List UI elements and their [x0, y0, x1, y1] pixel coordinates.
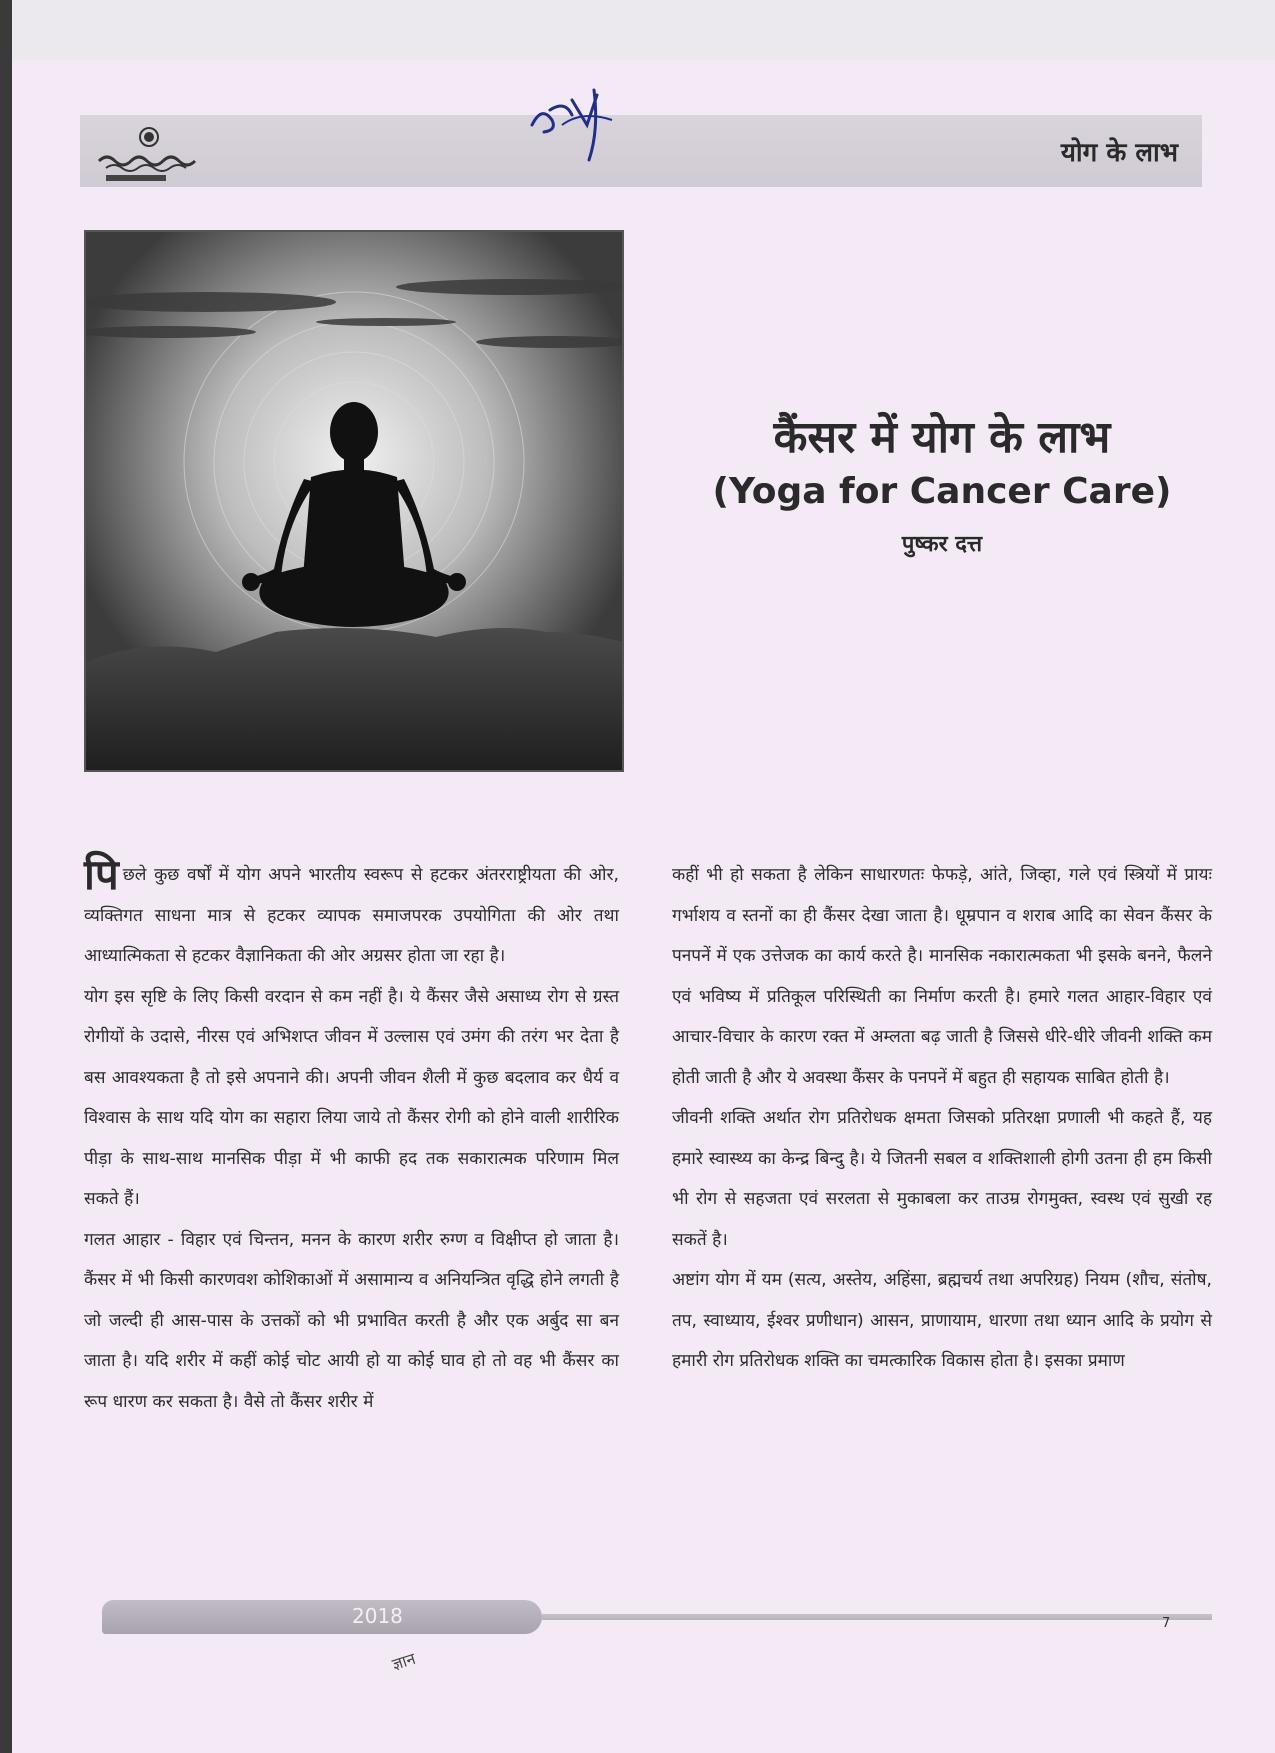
- magazine-page: [12, 60, 1275, 1753]
- previous-page-edge: [12, 0, 1275, 61]
- footer-band: [102, 1600, 1212, 1636]
- handwritten-signature-icon: [522, 80, 632, 170]
- article-title-english: (Yoga for Cancer Care): [712, 471, 1172, 512]
- paragraph: पिछले कुछ वर्षों में योग अपने भारतीय स्वरूप से हटकर अंतरराष्ट्रीयता की ओर, व्यक्तिगत साधना मात्र से हटकर व्यापक समाजपरक उपयोगिता की ओर तथा आध्यात्मिकता से हटकर वैज्ञानिकता की ओर अग्रसर होता जा रहा है।: [84, 850, 619, 966]
- page-number: 7: [1162, 1616, 1171, 1631]
- paragraph: गलत आहार - विहार एवं चिन्तन, मनन के कारण शरीर रुग्ण व विक्षीप्त हो जाता है। कैंसर में भी किसी कारणवश कोशिकाओं में असामान्य व अनियन्त्रित वृद्धि होने लगती है जो जल्दी ही आस-पास के उत्तकों को भी प्रभावित करती है और एक अर्बुद सा बन जाता है। यदि शरीर में कहीं कोई चोट आयी हो या कोई घाव हो तो वह भी कैंसर का रूप धारण कर सकता है। वैसे तो कैंसर शरीर में: [84, 1229, 619, 1412]
- paragraph: अष्टांग योग में यम (सत्य, अस्तेय, अहिंसा, ब्रह्मचर्य तथा अपरिग्रह) नियम (शौच, संतोष, तप, स्वाध्याय, ईश्वर प्रणीधान) आसन, प्राणायाम, धारणा तथा ध्यान आदि के प्रयोग से हमारी रोग प्रतिरोधक शक्ति का चमत्कारिक विकास होता है। इसका प्रमाण: [672, 1270, 1212, 1371]
- right-text-column: [672, 855, 1212, 1382]
- drop-cap: पि: [84, 850, 119, 899]
- ink-stamp: ज्ञान: [389, 1648, 418, 1675]
- footer-year: 2018: [352, 1604, 403, 1628]
- article-title-block: [662, 405, 1222, 558]
- sun-waves-logo-icon: [94, 123, 204, 183]
- section-title: योग के लाभ: [1060, 138, 1178, 168]
- section-header-band: [80, 115, 1202, 187]
- footer-rule: [542, 1614, 1212, 1620]
- article-author: पुष्कर दत्त: [901, 532, 983, 557]
- left-text-column: [84, 850, 619, 1422]
- meditation-photo: [84, 230, 624, 772]
- article-title-hindi: कैंसर में योग के लाभ: [773, 412, 1111, 463]
- footer-pill: [102, 1600, 542, 1634]
- paragraph: कहीं भी हो सकता है लेकिन साधारणतः फेफड़े, आंते, जिव्हा, गले एवं स्त्रियों में प्रायः गर्भाशय व स्तनों का ही कैंसर देखा जाता है। धूम्रपान व शराब आदि का सेवन कैंसर के पनपनें में एक उत्तेजक का कार्य करते है। मानसिक नकारात्मकता भी इसके बनने, फैलने एवं भविष्य में प्रतिकूल परिस्थिती का निर्माण करती है। हमारे गलत आहार-विहार एवं आचार-विचार के कारण रक्त में अम्लता बढ़ जाती है जिससे धीरे-धीरे जीवनी शक्ति कम होती जाती है और ये अवस्था कैंसर के पनपनें में बहुत ही सहायक साबित होती है।: [672, 865, 1212, 1088]
- paragraph: जीवनी शक्ति अर्थात रोग प्रतिरोधक क्षमता जिसको प्रतिरक्षा प्रणाली भी कहते हैं, यह हमारे स्वास्थ्य का केन्द्र बिन्दु है। ये जितनी सबल व शक्तिशाली होगी उतना ही हम किसी भी रोग से सहजता एवं सरलता से मुकाबला कर ताउम्र रोगमुक्त, स्वस्थ एवं सुखी रह सकतें है।: [672, 1108, 1212, 1250]
- paragraph: योग इस सृष्टि के लिए किसी वरदान से कम नहीं है। ये कैंसर जैसे असाध्य रोग से ग्रस्त रोगीयों के उदासे, नीरस एवं अभिशप्त जीवन में उल्लास एवं उमंग की तरंग भर देता है बस आवश्यकता है तो इसे अपनाने की। अपनी जीवन शैली में कुछ बदलाव कर धैर्य व विश्वास के साथ यदि योग का सहारा लिया जाये तो कैंसर रोगी को होने वाली शारीरिक पीड़ा के साथ-साथ मानसिक पीड़ा में भी काफी हद तक सकारात्मक परिणाम मिल सकते हैं।: [84, 986, 619, 1209]
